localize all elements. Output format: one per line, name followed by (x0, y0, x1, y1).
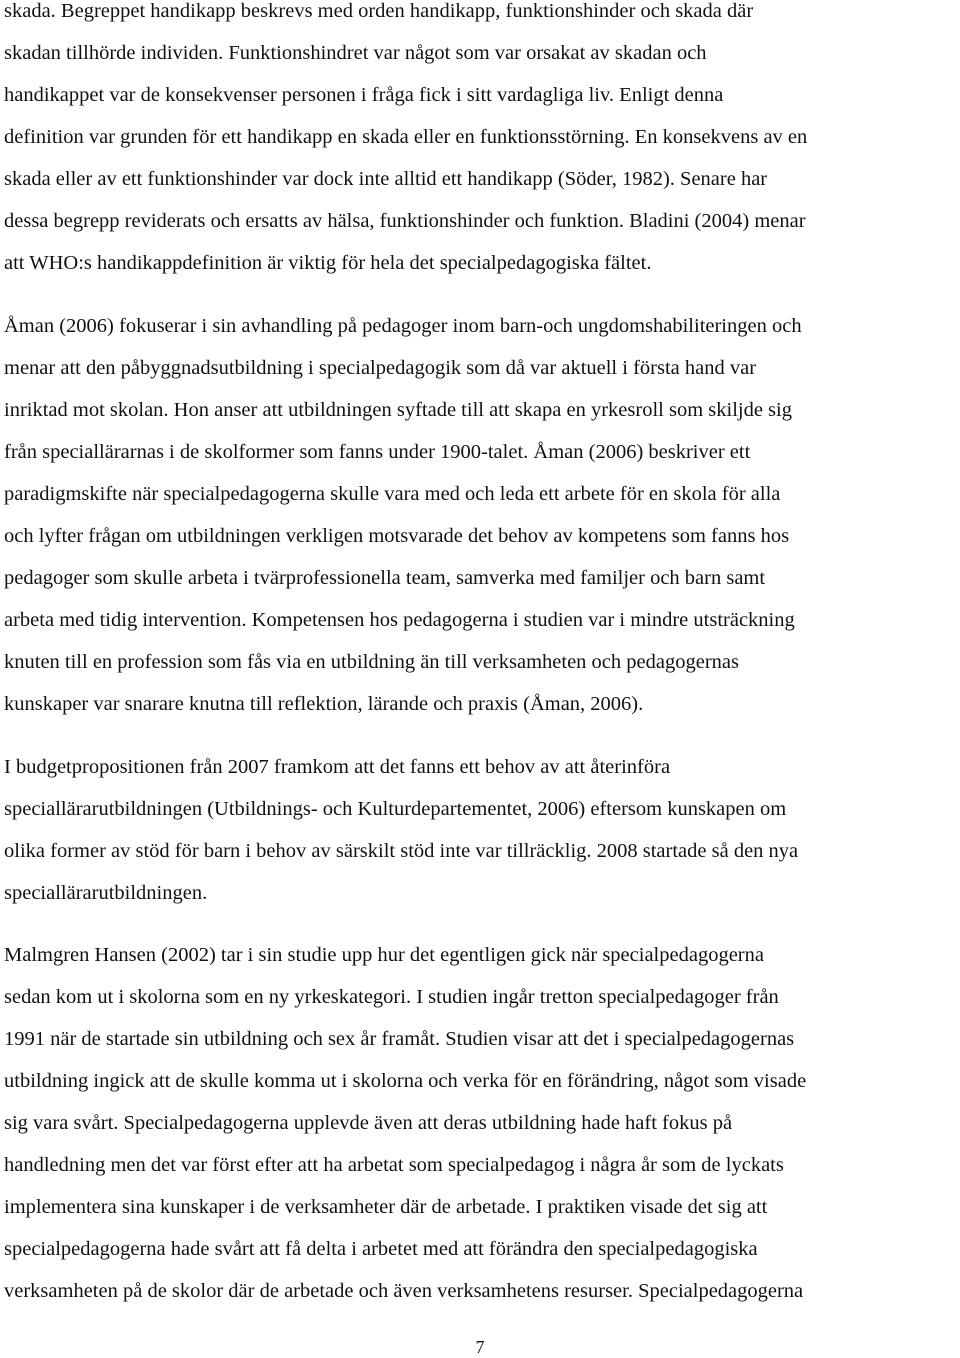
text-line: skadan tillhörde individen. Funktionshindret var något som var orsakat av skadan och (4, 42, 707, 64)
text-line: olika former av stöd för barn i behov av särskilt stöd inte var tillräcklig. 2008 startade så den nya (4, 840, 799, 862)
text-line: sig vara svårt. Specialpedagogerna upplevde även att deras utbildning hade haft fokus på (4, 1112, 733, 1134)
text-line: speciallärarutbildningen. (4, 882, 208, 904)
text-line: skada eller av ett funktionshinder var dock inte alltid ett handikapp (Söder, 1982). Senare har (4, 168, 768, 190)
text-line: utbildning ingick att de skulle komma ut i skolorna och verka för en förändring, något som visade (4, 1070, 807, 1092)
text-line: arbeta med tidig intervention. Kompetensen hos pedagogerna i studien var i mindre utsträckning (4, 609, 795, 631)
text-line: implementera sina kunskaper i de verksamheter där de arbetade. I praktiken visade det sig att (4, 1196, 768, 1218)
text-line: pedagoger som skulle arbeta i tvärprofessionella team, samverka med familjer och barn samt (4, 567, 766, 589)
text-line: och lyfter frågan om utbildningen verkligen motsvarade det behov av kompetens som fanns hos (4, 525, 790, 547)
paragraph-malmgren-hansen (4, 934, 958, 1312)
text-line: handikappet var de konsekvenser personen i fråga fick i sitt vardagliga liv. Enligt denna (4, 84, 724, 106)
text-line: specialpedagogerna hade svårt att få delta i arbetet med att förändra den specialpedagogiska (4, 1238, 758, 1260)
text-line: speciallärarutbildningen (Utbildnings- och Kulturdepartementet, 2006) eftersom kunskapen om (4, 798, 787, 820)
text-line: handledning men det var först efter att ha arbetat som specialpedagog i några år som de lyckats (4, 1154, 784, 1176)
text-line: inriktad mot skolan. Hon anser att utbildningen syftade till att skapa en yrkesroll som skiljde sig (4, 399, 792, 421)
text-line: menar att den påbyggnadsutbildning i specialpedagogik som då var aktuell i första hand var (4, 357, 757, 379)
text-line: Åman (2006) fokuserar i sin avhandling på pedagoger inom barn-och ungdomshabiliteringen och (4, 315, 802, 337)
text-line: dessa begrepp reviderats och ersatts av hälsa, funktionshinder och funktion. Bladini (2004) menar (4, 210, 806, 232)
text-line: I budgetpropositionen från 2007 framkom att det fanns ett behov av att återinföra (4, 756, 671, 778)
page-number: 7 (475, 1337, 485, 1357)
text-line: 1991 när de startade sin utbildning och sex år framåt. Studien visar att det i specialpedagogernas (4, 1028, 795, 1050)
paragraph-handikapp-definition (4, 0, 958, 284)
text-line: paradigmskifte när specialpedagogerna skulle vara med och leda ett arbete för en skola för alla (4, 483, 781, 505)
text-line: skada. Begreppet handikapp beskrevs med orden handikapp, funktionshinder och skada där (4, 0, 754, 22)
paragraph-budgetpropositionen (4, 746, 958, 914)
text-line: knuten till en profession som fås via en utbildning än till verksamheten och pedagogernas (4, 651, 739, 673)
text-line: Malmgren Hansen (2002) tar i sin studie upp hur det egentligen gick när specialpedagogerna (4, 944, 764, 966)
text-line: verksamheten på de skolor där de arbetade och även verksamhetens resurser. Specialpedagogerna (4, 1280, 804, 1302)
text-line: definition var grunden för ett handikapp en skada eller en funktionsstörning. En konsekvens av en (4, 126, 808, 148)
text-line: kunskaper var snarare knutna till reflektion, lärande och praxis (Åman, 2006). (4, 693, 644, 715)
text-line: att WHO:s handikappdefinition är viktig för hela det specialpedagogiska fältet. (4, 252, 652, 274)
paragraph-aman-2006 (4, 305, 958, 725)
text-line: sedan kom ut i skolorna som en ny yrkeskategori. I studien ingår tretton specialpedagoger från (4, 986, 779, 1008)
text-line: från speciallärarnas i de skolformer som fanns under 1900-talet. Åman (2006) beskriver ett (4, 441, 751, 463)
